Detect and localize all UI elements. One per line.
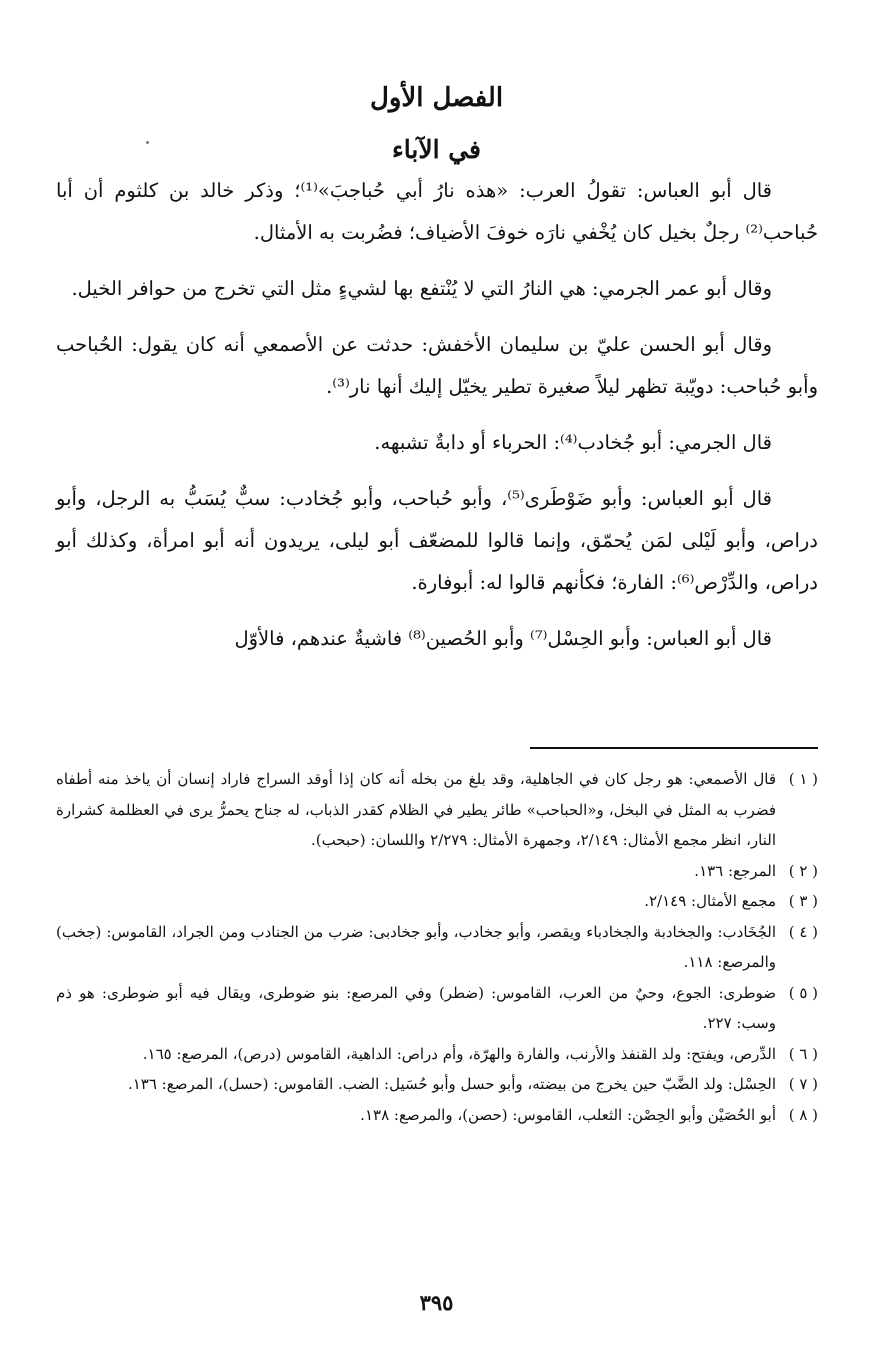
- footnote-number: ( ٤ ): [788, 922, 818, 941]
- footnote-number: ( ٥ ): [788, 983, 818, 1002]
- footnote: [56, 1039, 818, 1070]
- footnote-number: ( ٧ ): [788, 1075, 818, 1093]
- footnote-text: أبو الحُصَيْن وأبو الحِصْن: الثعلب، القاموس: (حصن)، والمرصع: ١٣٨.: [360, 1105, 776, 1124]
- footnote-text: المرجع: ١٣٦.: [694, 861, 776, 880]
- main-text: [56, 170, 818, 674]
- footnote: [56, 886, 818, 917]
- footnote-number: ( ٣ ): [788, 892, 818, 910]
- section-title: في الآباء: [391, 135, 482, 164]
- chapter-title: الفصل الأول: [369, 83, 504, 113]
- footnote-text: ضوطرى: الجوع، وحيٌ من العرب، القاموس: (ضطر) وفي المرصع: بنو ضوطرى، ويقال فيه أبو ضوطرى: هو ذم وسب: ٢٢٧.: [56, 983, 776, 1032]
- footnote-text: الجُخَادب: والجخادبة والجخادباء ويقصر، وأبو جخادب، وأبو جخادبى: ضرب من الجنادب ومن الجراد، القاموس: (جخب) والمرصع: ١١٨.: [56, 922, 776, 971]
- footnote-text: الدِّرص، ويفتح: ولد القنفذ والأرنب، والفارة والهرّة، وأم دراص: الداهية، القاموس (درص)، المرصع: ١٦٥.: [142, 1044, 776, 1063]
- page-number: ٣٩٥: [419, 1290, 454, 1315]
- chapter-heading-block: [0, 70, 873, 174]
- footnotes: [56, 764, 818, 1130]
- footnote: [56, 978, 818, 1039]
- paragraph: قال أبو العباس: تقولُ العرب: «هذه نارُ أبي حُباجبَ»⁽¹⁾؛ وذكر خالد بن كلثوم أن أبا حُباحب⁽²⁾ رجلٌ بخيل كان يُخْفي نارَه خوفَ الأضياف؛ فضُربت به الأمثال.: [56, 179, 818, 244]
- footnote-text: الحِسْل: ولد الضَّبّ حين يخرج من بيضته، وأبو حسل وأبو حُسَيل: الضب. القاموس: (حسل)، المرصع: ١٣٦.: [127, 1075, 776, 1093]
- paragraph: قال الجرمي: أبو جُخادب⁽⁴⁾: الحرباء أو دابةٌ تشبهه.: [374, 431, 772, 454]
- footnote-text: قال الأصمعي: هو رجل كان في الجاهلية، وقد بلغ من بخله أنه كان إذا أوقد السراج فاراد إنسان أن ياخذ منه أطفاه فضرب به المثل في البخل، و«الحباحب» طائر يطير في الظلام كقدر الذباب، له جناح يحمرُّ يرى في العظلمة كشرارة النار، انظر مجمع الأمثال: ٢/١٤٩، وجمهرة الأمثال: ٢/٢٧٩ واللسان: (حبحب).: [56, 770, 776, 849]
- footnote-separator: [530, 747, 818, 749]
- footnote-number: ( ٢ ): [788, 861, 818, 880]
- paragraph: قال أبو العباس: وأبو الحِسْل⁽⁷⁾ وأبو الحُصين⁽⁸⁾ فاشيةٌ عندهم، فالأوّل: [234, 627, 772, 650]
- footnote-number: ( ٨ ): [788, 1105, 818, 1124]
- footnote-text: مجمع الأمثال: ٢/١٤٩.: [644, 892, 776, 910]
- paragraph: قال أبو العباس: وأبو ضَوْطَرى⁽⁵⁾، وأبو حُباحب، وأبو جُخادب: سبٌّ يُسَبُّ به الرجل، وأبو دراص، وأبو لَيْلى لمَن يُحمّق، وإنما قالوا للمضعّف أبو ليلى، يريدون أنه أبو امرأة، وكذلك أبو دراص، والدِّرْص⁽⁶⁾: الفارة؛ فكأنهم قالوا له: أبوفارة.: [56, 487, 818, 594]
- footnote: [56, 917, 818, 978]
- footnote-number: ( ٦ ): [788, 1044, 818, 1063]
- footnote: [56, 1069, 818, 1100]
- footnote-number: ( ١ ): [788, 770, 818, 788]
- paragraph: وقال أبو عمر الجرمي: هي النارُ التي لا يُنْتفع بها لشيءٍ مثل التي تخرج من حوافر الخيل.: [71, 277, 772, 300]
- footnote: [56, 764, 818, 856]
- footnote: [56, 1100, 818, 1131]
- footnote: [56, 856, 818, 887]
- paragraph: وقال أبو الحسن عليّ بن سليمان الأخفش: حدثت عن الأصمعي أنه كان يقول: الحُباحب وأبو حُباحب: دويّبة تظهر ليلاً صغيرة تطير يخيّل إليك أنها نار⁽³⁾.: [56, 333, 818, 398]
